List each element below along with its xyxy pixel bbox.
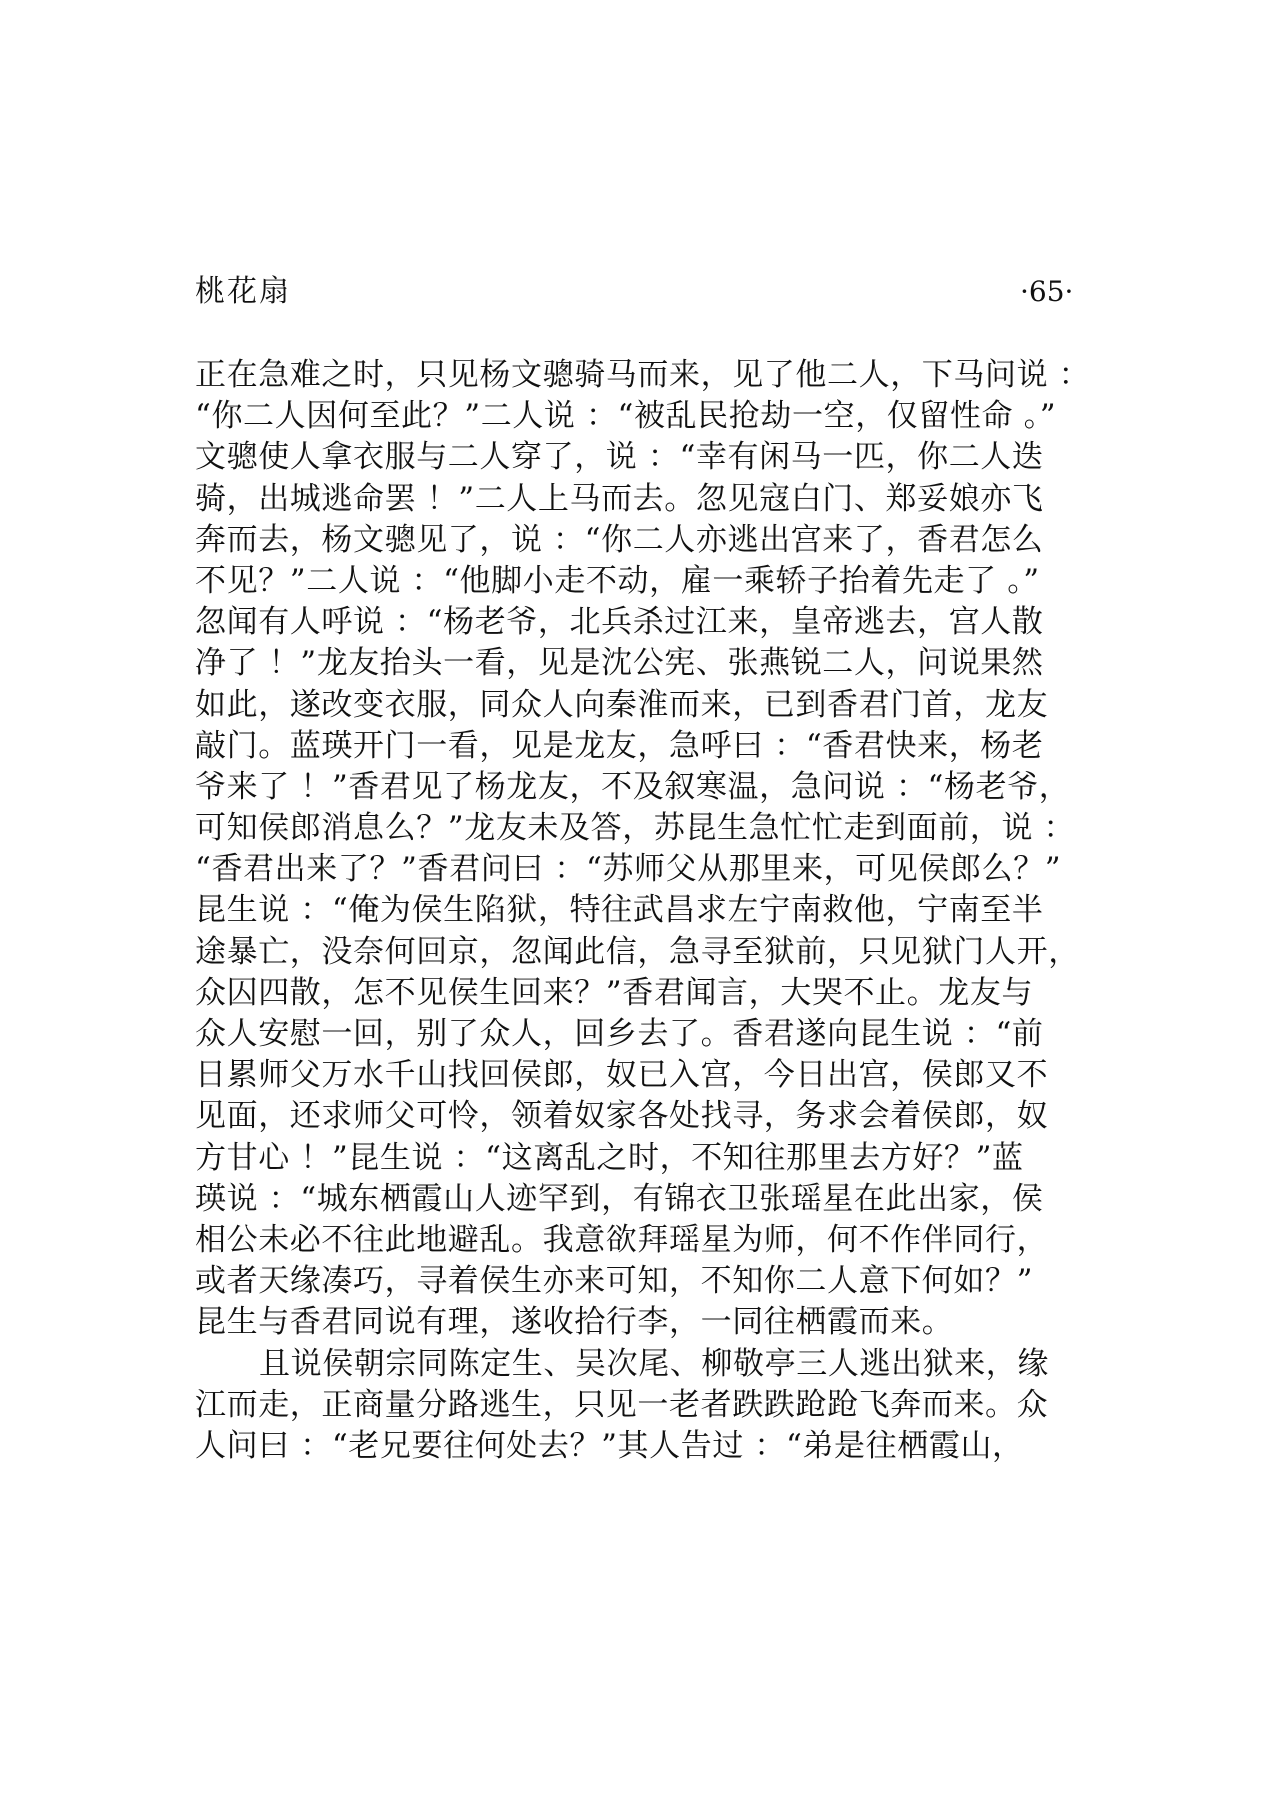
text-line: 昆生与香君同说有理，遂收拾行李，一同往栖霞而来。	[195, 1304, 954, 1341]
text-line: “香君出来了？”香君问曰 ：“苏师父从那里来，可见侯郎么？”	[195, 851, 1062, 888]
text-line: 江而走，正商量分路逃生，只见一老者跌跌跄跄飞奔而来。众	[195, 1386, 1049, 1423]
text-line: 爷来了 ！”香君见了杨龙友，不及叙寒温，急问说 ：“杨老爷，	[195, 768, 1071, 805]
text-line: 净了 ！”龙友抬头一看，见是沈公宪、张燕锐二人，问说果然	[195, 645, 1044, 682]
text-line: 奔而去，杨文骢见了，说 ：“你二人亦逃出宫来了，香君怎么	[195, 521, 1044, 558]
running-title: 桃花扇	[195, 274, 291, 309]
text-line: 可知侯郎消息么？”龙友未及答，苏昆生急忙忙走到面前，说 ：	[195, 810, 1076, 847]
text-line: 正在急难之时，只见杨文骢骑马而来，见了他二人，下马问说 ：	[195, 357, 1091, 393]
text-line: 忽闻有人呼说 ：“杨老爷，北兵杀过江来，皇帝逃去，宫人散	[195, 604, 1044, 641]
text-line: 文骢使人拿衣服与二人穿了，说 ：“幸有闲马一匹，你二人迭	[195, 439, 1044, 476]
paragraph-start-line: 且说侯朝宗同陈定生、吴次尾、柳敬亭三人逃出狱来，缘	[259, 1345, 1049, 1382]
body-text	[195, 355, 1095, 1467]
text-line: 骑，出城逃命罢 ！”二人上马而去。忽见寇白门、郑妥娘亦飞	[195, 480, 1044, 517]
text-line: 不见？”二人说 ：“他脚小走不动，雇一乘轿子抬着先走了 。”	[195, 562, 1040, 599]
text-line: 瑛说 ：“城东栖霞山人迹罕到，有锦衣卫张瑶星在此出家，侯	[195, 1180, 1044, 1217]
text-line: 日累师父万水千山找回侯郎，奴已入宫，今日出宫，侯郎又不	[195, 1057, 1049, 1094]
text-line: 途暴亡，没奈何回京，忽闻此信，急寻至狱前，只见狱门人开，	[195, 933, 1080, 970]
text-line: 如此，遂改变衣服，同众人向秦淮而来，已到香君门首，龙友	[195, 686, 1049, 723]
text-line: 众囚四散，怎不见侯生回来？”香君闻言，大哭不止。龙友与	[195, 974, 1034, 1011]
text-line: 人问曰 ：“老兄要往何处去？”其人告过 ：“弟是往栖霞山，	[195, 1427, 1024, 1464]
text-line: 敲门。蓝瑛开门一看，见是龙友，急呼曰 ：“香君快来，杨老	[195, 727, 1044, 764]
text-line: 方甘心 ！”昆生说 ：“这离乱之时，不知往那里去方好？”蓝	[195, 1139, 1024, 1176]
page-number: ·65·	[1020, 275, 1074, 308]
text-line: 昆生说 ：“俺为侯生陷狱，特往武昌求左宁南救他，宁南至半	[195, 892, 1044, 929]
text-line: 或者天缘凑巧，寻着侯生亦来可知，不知你二人意下何如？”	[195, 1263, 1034, 1300]
text-line: “你二人因何至此？”二人说 ：“被乱民抢劫一空，仅留性命 。”	[195, 398, 1057, 435]
text-line: 众人安慰一回，别了众人，回乡去了。香君遂向昆生说 ：“前	[195, 1016, 1044, 1052]
text-line: 相公未必不往此地避乱。我意欲拜瑶星为师，何不作伴同行，	[195, 1221, 1049, 1258]
text-line: 见面，还求师父可怜，领着奴家各处找寻，务求会着侯郎，奴	[195, 1098, 1049, 1135]
